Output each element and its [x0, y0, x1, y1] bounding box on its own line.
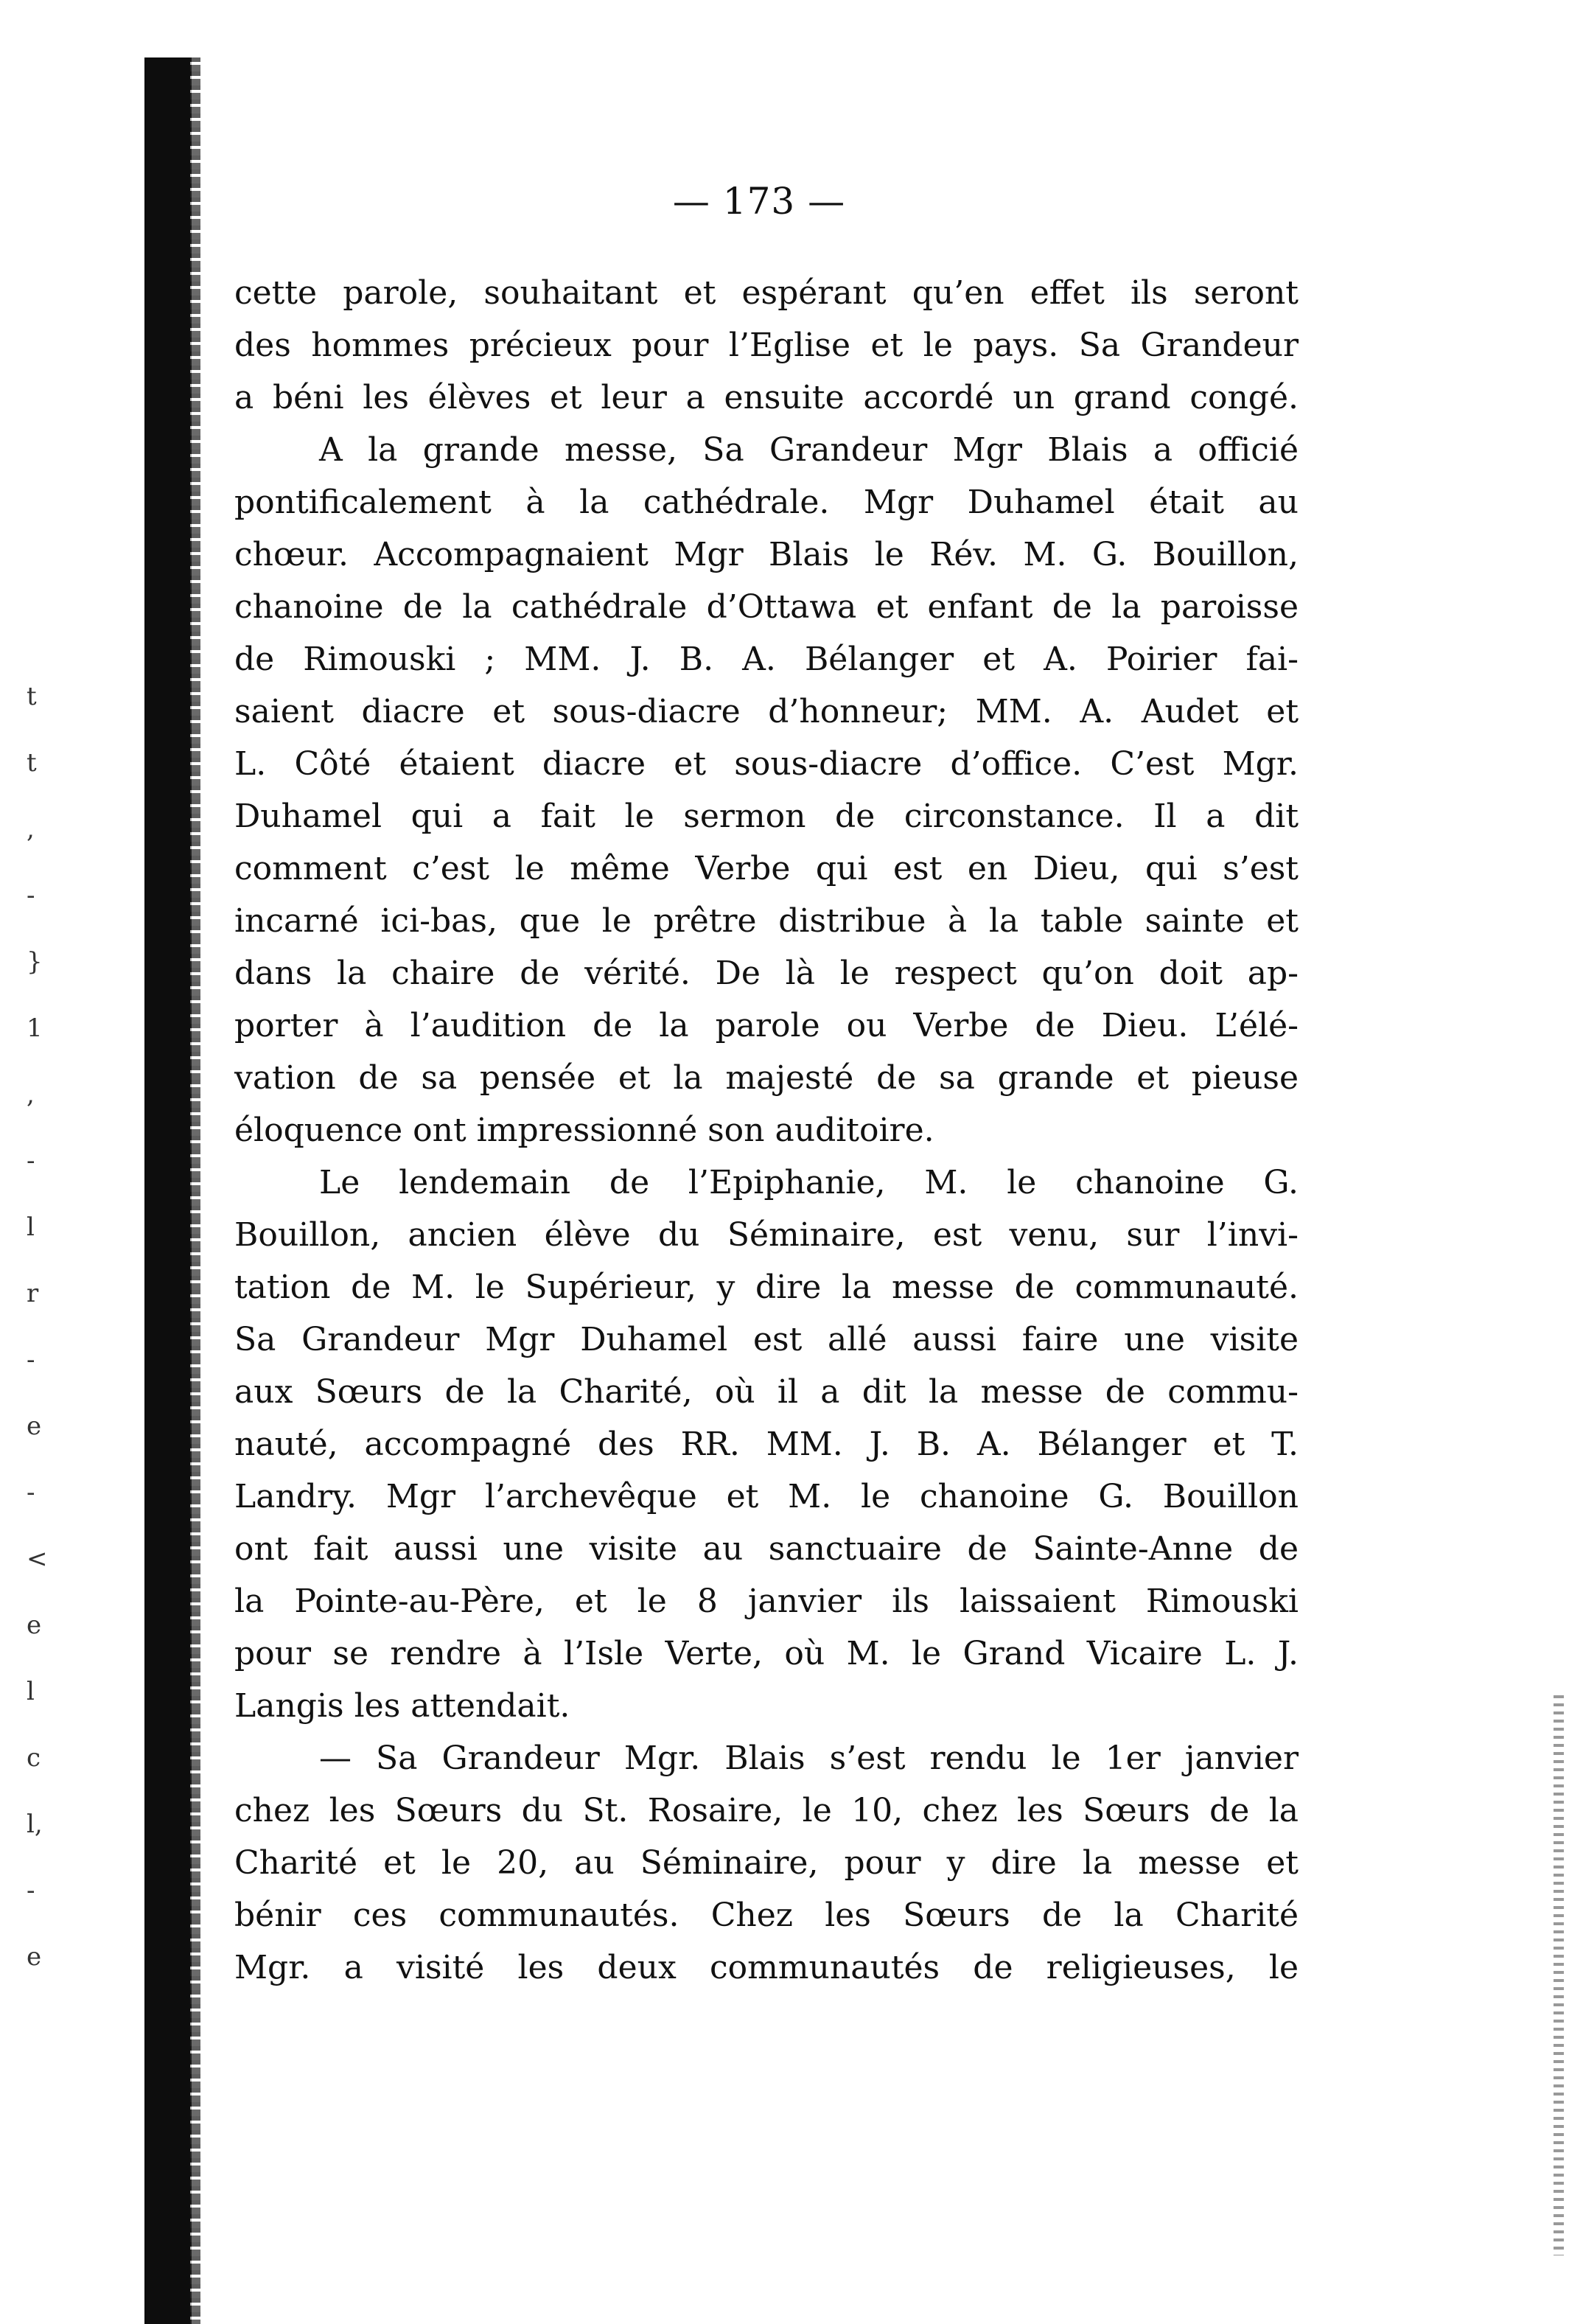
text-line: chanoine de la cathédrale d’Ottawa et enfant de la paroisse — [234, 588, 1299, 626]
text-line: A la grande messe, Sa Grandeur Mgr Blais a officié — [319, 431, 1299, 469]
left-margin-fragments — [27, 663, 115, 1972]
text-line: dans la chaire de vérité. De là le respect qu’on doit ap- — [234, 955, 1299, 992]
text-line: incarné ici-bas, que le prêtre distribue à la table sainte et — [234, 902, 1299, 940]
text-line: Landry. Mgr l’archevêque et M. le chanoine G. Bouillon — [234, 1478, 1299, 1515]
text-line: bénir ces communautés. Chez les Sœurs de la Charité — [234, 1896, 1299, 1934]
text-line: Mgr. a visité les deux communautés de religieuses, le — [234, 1949, 1299, 1986]
text-line: Charité et le 20, au Séminaire, pour y dire la messe et — [234, 1844, 1299, 1882]
margin-fragment: t — [27, 748, 37, 778]
text-line: aux Sœurs de la Charité, où il a dit la messe de commu- — [234, 1373, 1299, 1411]
scan-artifact-lines — [1554, 1695, 1564, 2255]
text-line: a béni les élèves et leur a ensuite accordé un grand congé. — [234, 379, 1299, 416]
text-line: pontificalement à la cathédrale. Mgr Duhamel était au — [234, 484, 1299, 521]
page-number: — 173 — — [672, 180, 846, 223]
text-line: comment c’est le même Verbe qui est en Dieu, qui s’est — [234, 850, 1299, 887]
book-binding-edge — [144, 57, 192, 2324]
text-line: pour se rendre à l’Isle Verte, où M. le Grand Vicaire L. J. — [234, 1635, 1299, 1672]
text-line: vation de sa pensée et la majesté de sa grande et pieuse — [234, 1059, 1299, 1097]
text-line: saient diacre et sous-diacre d’honneur; MM. A. Audet et — [234, 693, 1299, 730]
margin-fragment: e — [27, 1611, 42, 1640]
text-line: Bouillon, ancien élève du Séminaire, est venu, sur l’invi- — [234, 1216, 1299, 1254]
text-line: Le lendemain de l’Epiphanie, M. le chanoine G. — [319, 1164, 1299, 1201]
text-line: éloquence ont impressionné son auditoire. — [234, 1112, 934, 1149]
text-line: de Rimouski ; MM. J. B. A. Bélanger et A. Poirier fai- — [234, 641, 1299, 678]
text-line: chez les Sœurs du St. Rosaire, le 10, chez les Sœurs de la — [234, 1792, 1299, 1829]
text-line: porter à l’audition de la parole ou Verbe de Dieu. L’élé- — [234, 1007, 1299, 1044]
margin-fragment: l, — [27, 1810, 43, 1839]
margin-fragment: - — [27, 881, 35, 910]
text-line: L. Côté étaient diacre et sous-diacre d’office. C’est Mgr. — [234, 745, 1299, 783]
margin-fragment: - — [27, 1345, 35, 1375]
text-line: cette parole, souhaitant et espérant qu’en effet ils seront — [234, 274, 1299, 312]
text-line: Duhamel qui a fait le sermon de circonstance. Il a dit — [234, 798, 1299, 835]
text-line: Sa Grandeur Mgr Duhamel est allé aussi faire une visite — [234, 1321, 1299, 1358]
margin-fragment: - — [27, 1876, 35, 1905]
margin-fragment: < — [27, 1544, 48, 1574]
text-line: la Pointe-au-Père, et le 8 janvier ils laissaient Rimouski — [234, 1583, 1299, 1620]
text-line: chœur. Accompagnaient Mgr Blais le Rév. M. G. Bouillon, — [234, 536, 1299, 573]
margin-fragment: e — [27, 1942, 42, 1972]
text-line: nauté, accompagné des RR. MM. J. B. A. Bélanger et T. — [234, 1426, 1299, 1463]
margin-fragment: c — [27, 1743, 41, 1773]
margin-fragment: t — [27, 682, 37, 711]
margin-fragment: , — [27, 1080, 35, 1109]
margin-fragment: , — [27, 814, 35, 844]
margin-fragment: - — [27, 1146, 35, 1176]
body-text — [234, 267, 1299, 1994]
margin-fragment: 1 — [27, 1013, 43, 1043]
margin-fragment: } — [27, 947, 43, 977]
margin-fragment: l — [27, 1677, 35, 1706]
text-line: tation de M. le Supérieur, y dire la messe de communauté. — [234, 1269, 1299, 1306]
text-line: — Sa Grandeur Mgr. Blais s’est rendu le 1er janvier — [319, 1739, 1299, 1777]
margin-fragment: l — [27, 1212, 35, 1242]
text-line: Langis les attendait. — [234, 1687, 570, 1725]
text-line: des hommes précieux pour l’Eglise et le pays. Sa Grandeur — [234, 327, 1299, 364]
margin-fragment: r — [27, 1279, 39, 1308]
margin-fragment: e — [27, 1412, 42, 1441]
text-line: ont fait aussi une visite au sanctuaire de Sainte-Anne de — [234, 1530, 1299, 1568]
margin-fragment: - — [27, 1478, 35, 1507]
